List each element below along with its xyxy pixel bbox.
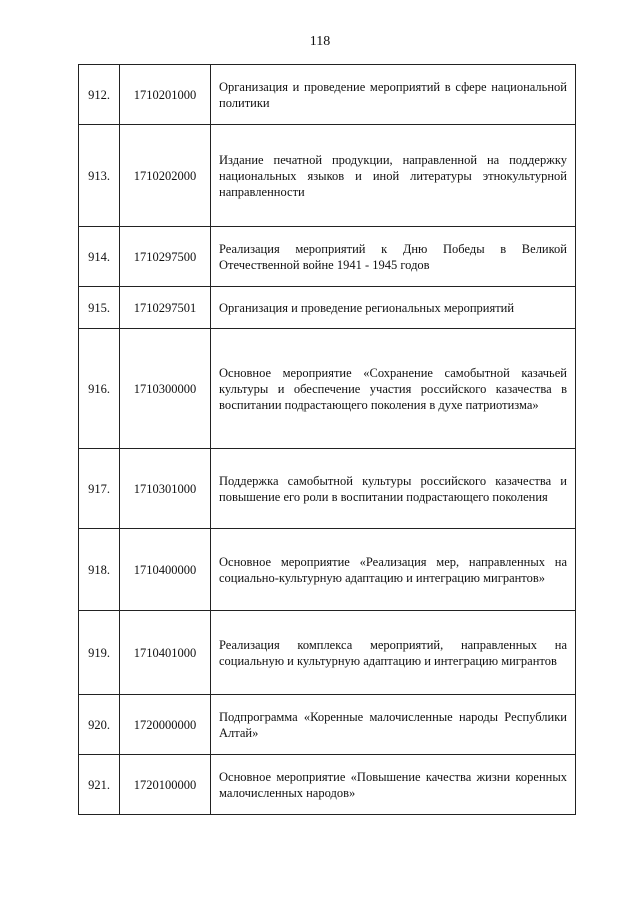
row-number: 916. [79,329,120,449]
table-row [79,529,576,611]
table-row [79,329,576,449]
row-description: Поддержка самобытной культуры российского казачества и повышение его роли в воспитании подрастающего поколения [211,449,576,529]
table-row [79,125,576,227]
table-row [79,449,576,529]
table-row [79,611,576,695]
row-description: Основное мероприятие «Реализация мер, направленных на социально-культурную адаптацию и интеграцию мигрантов» [211,529,576,611]
row-number: 914. [79,227,120,287]
row-description: Организация и проведение региональных мероприятий [211,287,576,329]
row-number: 921. [79,755,120,815]
row-code: 1710400000 [120,529,211,611]
row-description: Издание печатной продукции, направленной на поддержку национальных языков и иной литературы этнокультурной направленности [211,125,576,227]
table-row [79,287,576,329]
row-description: Основное мероприятие «Сохранение самобытной казачьей культуры и обеспечение участия российского казачества в воспитании подрастающего поколения в духе патриотизма» [211,329,576,449]
row-number: 912. [79,65,120,125]
row-number: 917. [79,449,120,529]
row-number: 920. [79,695,120,755]
row-description: Организация и проведение мероприятий в сфере национальной политики [211,65,576,125]
row-code: 1710201000 [120,65,211,125]
table-row [79,695,576,755]
row-code: 1710300000 [120,329,211,449]
row-code: 1720100000 [120,755,211,815]
row-code: 1710301000 [120,449,211,529]
row-code: 1710202000 [120,125,211,227]
row-number: 915. [79,287,120,329]
row-number: 919. [79,611,120,695]
page-number: 118 [309,34,331,49]
table-row [79,755,576,815]
row-description: Реализация мероприятий к Дню Победы в Великой Отечественной войне 1941 - 1945 годов [211,227,576,287]
row-code: 1710297500 [120,227,211,287]
classification-table [78,64,576,815]
table-row [79,65,576,125]
row-description: Основное мероприятие «Повышение качества жизни коренных малочисленных народов» [211,755,576,815]
row-number: 918. [79,529,120,611]
row-description: Подпрограмма «Коренные малочисленные народы Республики Алтай» [211,695,576,755]
table-row [79,227,576,287]
row-code: 1720000000 [120,695,211,755]
row-code: 1710401000 [120,611,211,695]
row-code: 1710297501 [120,287,211,329]
row-description: Реализация комплекса мероприятий, направленных на социальную и культурную адаптацию и интеграцию мигрантов [211,611,576,695]
row-number: 913. [79,125,120,227]
